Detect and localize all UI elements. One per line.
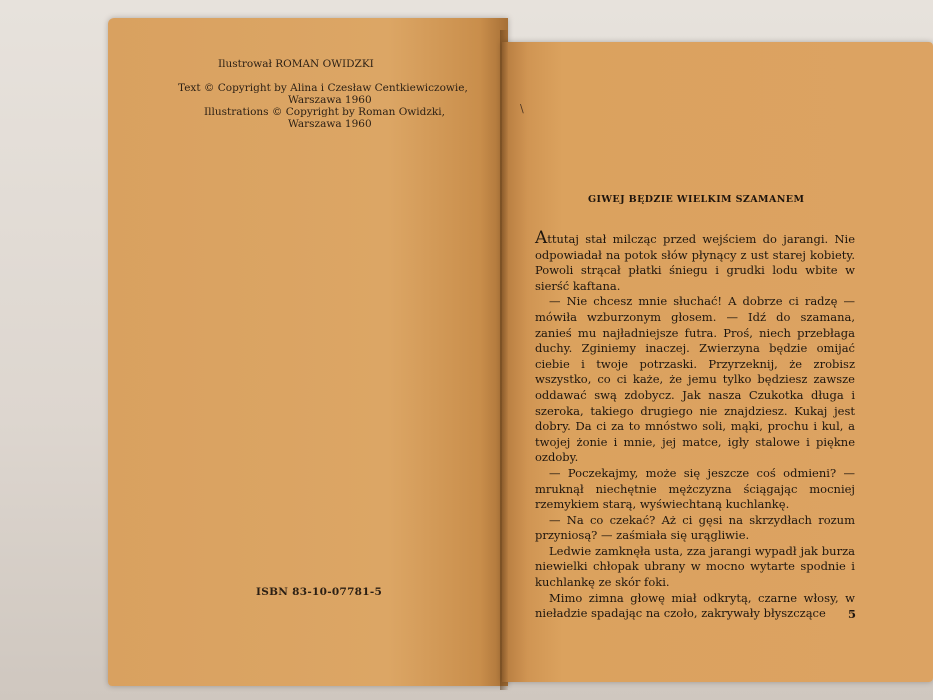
paragraph [535,228,855,294]
right-page [502,42,933,682]
paragraph: Mimo zimna głowę miał odkrytą, czarne włosy, w nieładzie spadając na czoło, zakrywały błyszczące [535,590,855,621]
illustrator-credit: Ilustrował ROMAN OWIDZKI [218,58,374,70]
paragraph: — Nie chcesz mnie słuchać! A dobrze ci radzę — mówiła wzburzonym głosem. — Idź do szamana, zanieś mu najładniejsze futra. Proś, niech przebłaga duchy. Zginiemy inaczej. Zwierzyna będzie omijać ciebie i twoje potrzaski. Przyrzeknij, że zrobisz wszystko, co ci każe, że jemu tylko będziesz zawsze oddawać swą zdobycz. Jak nasza Czukotka długa i szeroka, takiego drugiego nie znajdziesz. Kukaj jest dobry. Da ci za to mnóstwo soli, mąki, prochu i kul, a twojej żonie i mnie, jej matce, igły stalowe i piękne ozdoby. [535,294,855,465]
left-page [108,18,508,686]
illustrations-copyright-place: Warszawa 1960 [288,118,372,130]
paragraph: — Poczekajmy, może się jeszcze coś odmieni? — mruknął niechętnie mężczyzna ściągając mocniej rzemykiem starą, wyświechtaną kuchlankę. [535,465,855,512]
paragraph-text: ttutaj stał milcząc przed wejściem do jarangi. Nie odpowiadał na potok słów płynący z ust starej kobiety. Powoli strącał płatki śniegu i grudki lodu wbite w sierść kaftana. [535,232,855,293]
text-copyright: Text © Copyright by Alina i Czesław Centkiewiczowie, [178,82,468,94]
paragraph: — Na co czekać? Aż ci gęsi na skrzydłach rozum przyniosą? — zaśmiała się urągliwie. [535,512,855,543]
page-number: 5 [848,607,857,621]
illustrations-copyright: Illustrations © Copyright by Roman Owidzki, [204,106,445,118]
drop-cap: A [535,228,548,248]
paragraph: Ledwie zamknęła usta, zza jarangi wypadł jak burza niewielki chłopak ubrany w mocno wytarte spodnie i kuchlankę ze skór foki. [535,543,855,590]
pencil-mark: \ [520,102,524,115]
isbn-number: ISBN 83-10-07781-5 [256,586,383,598]
text-copyright-place: Warszawa 1960 [288,94,372,106]
body-text [535,228,855,622]
copyright-block [178,58,478,130]
chapter-title: GIWEJ BĘDZIE WIELKIM SZAMANEM [588,194,805,205]
book-gutter [500,30,508,690]
